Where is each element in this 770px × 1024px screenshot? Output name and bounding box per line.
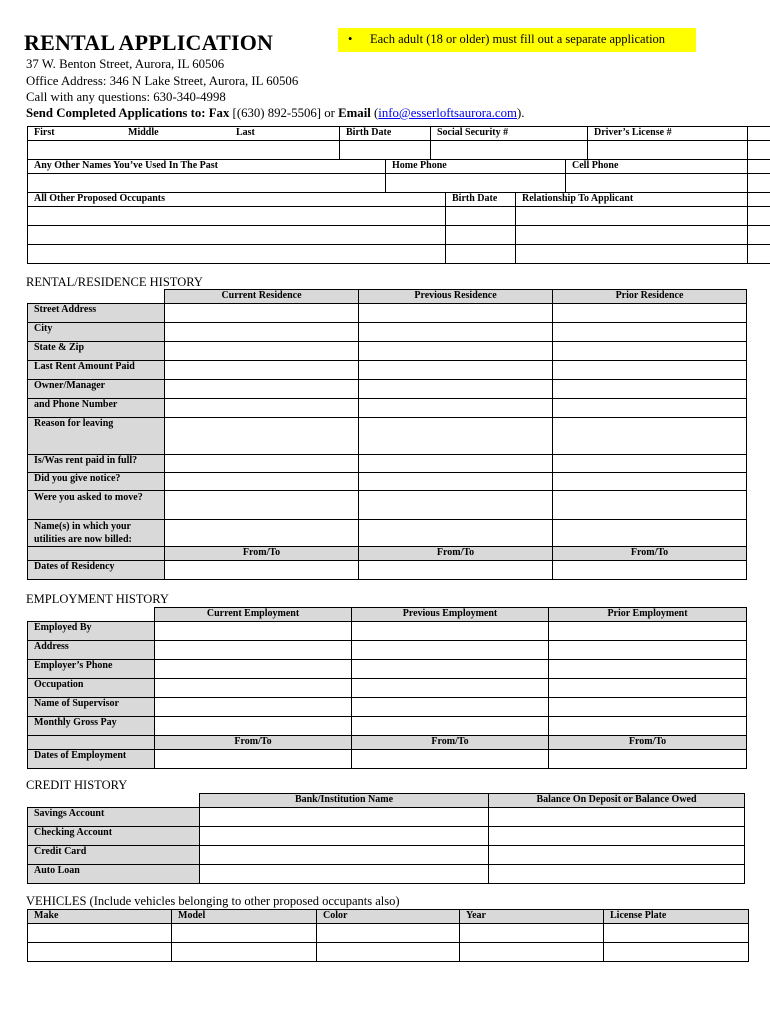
rental-field[interactable] — [165, 304, 359, 323]
property-address: 37 W. Benton Street, Aurora, IL 60506 — [26, 57, 225, 71]
other-names-label: Any Other Names You’ve Used In The Past — [28, 160, 386, 174]
row-label: Employed By — [28, 622, 155, 641]
dates-of-employment-label: Dates of Employment — [28, 750, 155, 769]
model-header: Model — [172, 910, 317, 924]
email-label: Email — [338, 106, 371, 120]
row-label: Were you asked to move? — [28, 491, 165, 520]
rental-field[interactable] — [165, 491, 359, 520]
vehicle-field[interactable] — [604, 924, 749, 943]
credit-field[interactable] — [489, 846, 745, 865]
row-label: Did you give notice? — [28, 473, 165, 491]
phone-contact: Call with any questions: 630-340-4998 — [26, 90, 226, 104]
employment-field[interactable] — [352, 717, 549, 736]
row-label: Reason for leaving — [28, 418, 165, 455]
row-label: Last Rent Amount Paid — [28, 361, 165, 380]
vehicle-field[interactable] — [460, 943, 604, 962]
relationship-field[interactable] — [516, 226, 748, 245]
blank-cell — [28, 794, 200, 808]
vehicle-field[interactable] — [28, 943, 172, 962]
dates-field[interactable] — [352, 750, 549, 769]
row-label: Auto Loan — [28, 865, 200, 884]
employment-field[interactable] — [549, 622, 747, 641]
credit-field[interactable] — [489, 827, 745, 846]
rental-field[interactable] — [553, 455, 747, 473]
dates-field[interactable] — [549, 750, 747, 769]
occupant-birth-field[interactable] — [446, 245, 516, 264]
employment-field[interactable] — [155, 679, 352, 698]
rental-field[interactable] — [165, 380, 359, 399]
employment-field[interactable] — [352, 660, 549, 679]
name-field[interactable] — [28, 141, 340, 160]
rental-field[interactable] — [553, 491, 747, 520]
rental-field[interactable] — [165, 342, 359, 361]
vehicles-heading: VEHICLES (Include vehicles belonging to other proposed occupants also) — [26, 894, 400, 908]
rental-field[interactable] — [359, 473, 553, 491]
adult-application-note — [338, 28, 696, 52]
row-label: Street Address — [28, 304, 165, 323]
employment-field[interactable] — [155, 641, 352, 660]
bullet-icon: • — [348, 32, 353, 46]
from-to-label: From/To — [359, 547, 553, 561]
bank-name-header: Bank/Institution Name — [200, 794, 489, 808]
color-header: Color — [317, 910, 460, 924]
credit-field[interactable] — [200, 846, 489, 865]
employment-field[interactable] — [155, 660, 352, 679]
row-label: Is/Was rent paid in full? — [28, 455, 165, 473]
credit-field[interactable] — [200, 827, 489, 846]
employment-field[interactable] — [155, 622, 352, 641]
rental-field[interactable] — [553, 323, 747, 342]
ssn-label: Social Security # — [431, 127, 588, 141]
blank-cell — [748, 193, 770, 207]
rental-field[interactable] — [359, 304, 553, 323]
rental-history-heading: RENTAL/RESIDENCE HISTORY — [26, 275, 203, 289]
make-header: Make — [28, 910, 172, 924]
send-instructions — [26, 105, 524, 122]
license-field[interactable] — [588, 141, 748, 160]
rental-field[interactable] — [165, 323, 359, 342]
last-label: Last — [236, 127, 255, 138]
blank-cell — [748, 207, 770, 226]
employment-field[interactable] — [549, 660, 747, 679]
row-label: City — [28, 323, 165, 342]
row-label: Name(s) in which your utilities are now billed: — [28, 520, 165, 547]
employment-field[interactable] — [352, 698, 549, 717]
note-text: Each adult (18 or older) must fill out a separate application — [370, 32, 666, 46]
occupant-birth-field[interactable] — [446, 226, 516, 245]
birth-date-label: Birth Date — [340, 127, 431, 141]
employment-field[interactable] — [155, 698, 352, 717]
from-to-label: From/To — [155, 736, 352, 750]
blank-cell — [748, 174, 770, 193]
year-header: Year — [460, 910, 604, 924]
employment-field[interactable] — [155, 717, 352, 736]
dates-field[interactable] — [155, 750, 352, 769]
balance-header: Balance On Deposit or Balance Owed — [489, 794, 745, 808]
employment-field[interactable] — [352, 641, 549, 660]
email-close: ). — [516, 106, 525, 120]
rental-field[interactable] — [359, 361, 553, 380]
from-to-label: From/To — [165, 547, 359, 561]
employment-field[interactable] — [549, 641, 747, 660]
row-label: Credit Card — [28, 846, 200, 865]
credit-history-table — [27, 793, 745, 884]
credit-field[interactable] — [200, 865, 489, 884]
occupants-label: All Other Proposed Occupants — [28, 193, 446, 207]
employment-history-table — [27, 607, 747, 769]
employment-field[interactable] — [352, 679, 549, 698]
page-title: RENTAL APPLICATION — [24, 30, 274, 55]
rental-field[interactable] — [553, 473, 747, 491]
rental-field[interactable] — [359, 455, 553, 473]
employment-field[interactable] — [549, 679, 747, 698]
relationship-field[interactable] — [516, 245, 748, 264]
rental-field[interactable] — [165, 455, 359, 473]
prior-employment-header: Prior Employment — [549, 608, 747, 622]
rental-field[interactable] — [165, 473, 359, 491]
from-to-label: From/To — [549, 736, 747, 750]
employment-history-heading: EMPLOYMENT HISTORY — [26, 592, 169, 606]
row-label: State & Zip — [28, 342, 165, 361]
office-address: Office Address: 346 N Lake Street, Aurora, IL 60506 — [26, 74, 299, 88]
credit-field[interactable] — [489, 808, 745, 827]
occupant-birth-label: Birth Date — [446, 193, 516, 207]
row-label: Occupation — [28, 679, 155, 698]
name-header — [28, 127, 340, 141]
employment-field[interactable] — [549, 717, 747, 736]
blank-cell — [748, 141, 770, 160]
occupant-birth-field[interactable] — [446, 207, 516, 226]
relationship-field[interactable] — [516, 207, 748, 226]
current-employment-header: Current Employment — [155, 608, 352, 622]
row-label: Owner/Manager — [28, 380, 165, 399]
vehicle-field[interactable] — [172, 943, 317, 962]
blank-cell — [28, 608, 155, 622]
rental-field[interactable] — [359, 491, 553, 520]
rental-field[interactable] — [359, 380, 553, 399]
other-names-table — [27, 159, 770, 193]
email-open: ( — [370, 106, 379, 120]
birth-date-field[interactable] — [340, 141, 431, 160]
first-label: First — [34, 127, 55, 138]
dates-field[interactable] — [553, 561, 747, 580]
vehicle-field[interactable] — [28, 924, 172, 943]
vehicle-field[interactable] — [604, 943, 749, 962]
occupant-field[interactable] — [28, 245, 446, 264]
prior-residence-header: Prior Residence — [553, 290, 747, 304]
cell-phone-label: Cell Phone — [566, 160, 748, 174]
home-phone-field[interactable] — [386, 174, 566, 193]
rental-field[interactable] — [165, 399, 359, 418]
vehicle-field[interactable] — [317, 924, 460, 943]
home-phone-label: Home Phone — [386, 160, 566, 174]
relationship-label: Relationship To Applicant — [516, 193, 748, 207]
row-label: and Phone Number — [28, 399, 165, 418]
rental-field[interactable] — [553, 361, 747, 380]
row-label: Name of Supervisor — [28, 698, 155, 717]
rental-field[interactable] — [359, 418, 553, 455]
rental-field[interactable] — [553, 399, 747, 418]
license-label: Driver’s License # — [588, 127, 748, 141]
blank-cell — [748, 127, 770, 141]
rental-field[interactable] — [359, 342, 553, 361]
credit-field[interactable] — [200, 808, 489, 827]
blank-cell — [28, 736, 155, 750]
ssn-field[interactable] — [431, 141, 588, 160]
blank-cell — [748, 160, 770, 174]
vehicle-field[interactable] — [317, 943, 460, 962]
rental-field[interactable] — [553, 520, 747, 547]
rental-history-table — [27, 289, 747, 580]
rental-field[interactable] — [553, 418, 747, 455]
row-label: Employer’s Phone — [28, 660, 155, 679]
blank-cell — [748, 245, 770, 264]
previous-employment-header: Previous Employment — [352, 608, 549, 622]
rental-field[interactable] — [165, 520, 359, 547]
dates-field[interactable] — [165, 561, 359, 580]
occupants-table — [27, 192, 770, 264]
rental-field[interactable] — [359, 399, 553, 418]
blank-cell — [28, 547, 165, 561]
blank-cell — [28, 290, 165, 304]
fax-number: [(630) 892-5506] or — [229, 106, 339, 120]
from-to-label: From/To — [553, 547, 747, 561]
rental-field[interactable] — [359, 323, 553, 342]
rental-field[interactable] — [553, 342, 747, 361]
employment-field[interactable] — [549, 698, 747, 717]
vehicle-field[interactable] — [172, 924, 317, 943]
occupant-field[interactable] — [28, 226, 446, 245]
employment-field[interactable] — [352, 622, 549, 641]
previous-residence-header: Previous Residence — [359, 290, 553, 304]
rental-field[interactable] — [359, 520, 553, 547]
occupant-field[interactable] — [28, 207, 446, 226]
credit-field[interactable] — [489, 865, 745, 884]
applicant-name-table — [27, 126, 770, 160]
middle-label: Middle — [128, 127, 159, 138]
row-label: Checking Account — [28, 827, 200, 846]
rental-field[interactable] — [165, 418, 359, 455]
send-label: Send Completed Applications to: Fax — [26, 106, 230, 120]
rental-field[interactable] — [553, 380, 747, 399]
vehicle-field[interactable] — [460, 924, 604, 943]
other-names-field[interactable] — [28, 174, 386, 193]
from-to-label: From/To — [352, 736, 549, 750]
dates-field[interactable] — [359, 561, 553, 580]
cell-phone-field[interactable] — [566, 174, 748, 193]
current-residence-header: Current Residence — [165, 290, 359, 304]
row-label: Address — [28, 641, 155, 660]
rental-field[interactable] — [553, 304, 747, 323]
email-link[interactable]: info@esserloftsaurora.com — [378, 106, 517, 120]
license-plate-header: License Plate — [604, 910, 749, 924]
blank-cell — [748, 226, 770, 245]
row-label: Monthly Gross Pay — [28, 717, 155, 736]
rental-field[interactable] — [165, 361, 359, 380]
credit-history-heading: CREDIT HISTORY — [26, 778, 128, 792]
row-label: Savings Account — [28, 808, 200, 827]
dates-of-residency-label: Dates of Residency — [28, 561, 165, 580]
vehicles-table — [27, 909, 749, 962]
